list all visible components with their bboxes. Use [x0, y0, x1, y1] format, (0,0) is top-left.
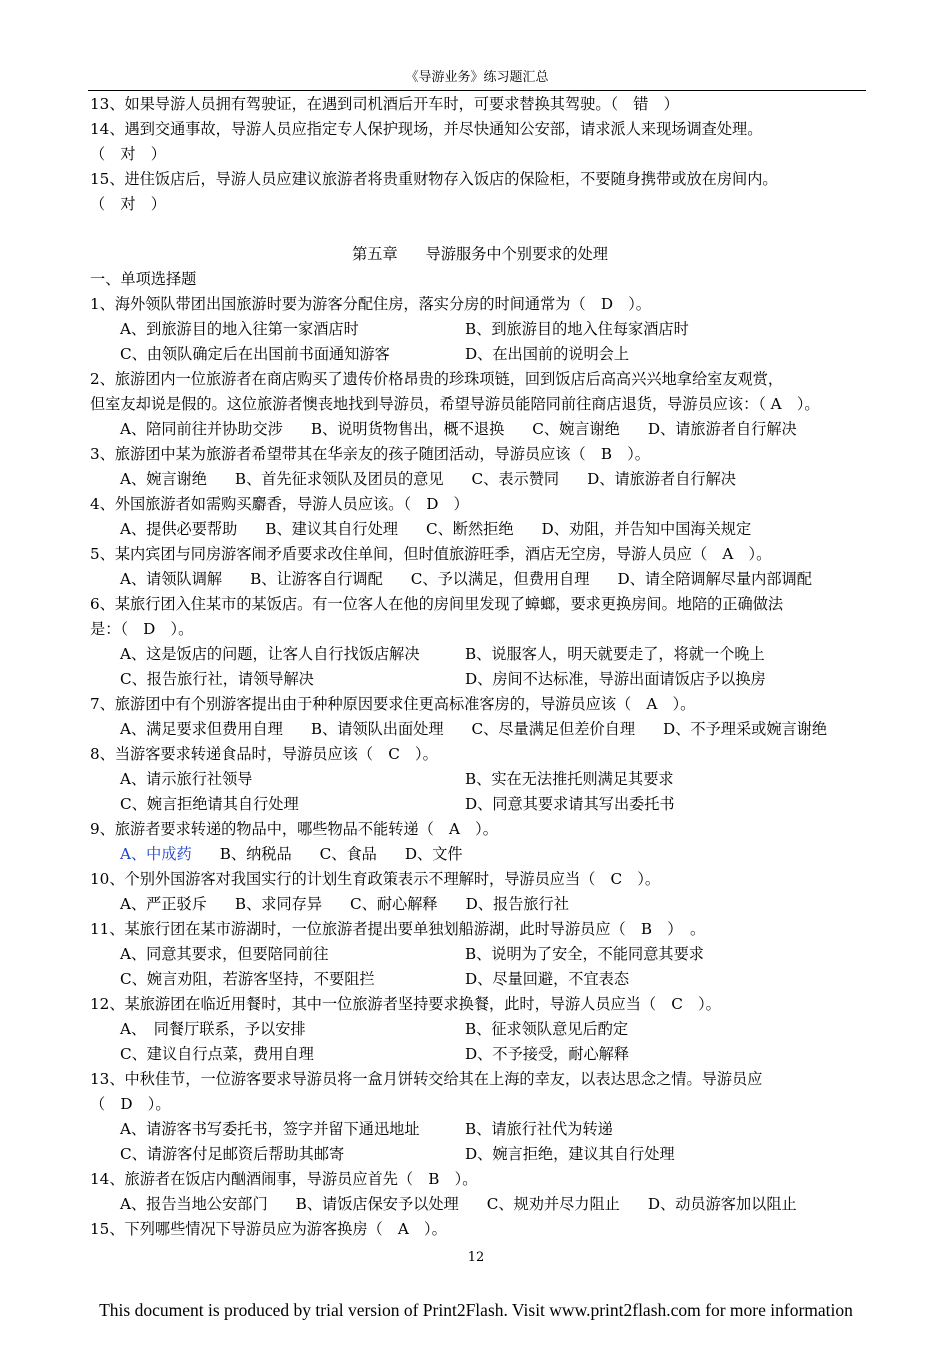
question-stem: 13、中秋佳节，一位游客要求导游员将一盒月饼转交给其在上海的幸友，以表达思念之情。导游员应 — [90, 1070, 763, 1088]
option-d: D、房间不达标准，导游出面请饭店予以换房 — [465, 670, 766, 688]
option-b: B、让游客自行调配 — [250, 570, 383, 588]
option-d: D、文件 — [404, 845, 463, 863]
question-stem: 10、个别外国游客对我国实行的计划生育政策表示不理解时，导游员应当（ C ）。 — [90, 870, 661, 888]
question-stem: 5、某内宾团与同房游客闹矛盾要求改住单间，但时值旅游旺季，酒店无空房，导游人员应（ A ）。 — [90, 545, 772, 563]
option-c: C、规劝并尽力阻止 — [486, 1195, 620, 1213]
option-a: A、陪同前往并协助交涉 — [120, 420, 283, 438]
option-b: B、建议其自行处理 — [265, 520, 398, 538]
question-stem: 2、旅游团内一位旅游者在商店购买了遗传价格昂贵的珍珠项链，回到饭店后高高兴兴地拿给室友观赏， — [90, 370, 784, 388]
option-c: C、婉言劝阻，若游客坚持，不要阻拦 — [120, 970, 375, 988]
option-row — [90, 967, 870, 992]
trial-notice: This document is produced by trial version of Print2Flash. Visit www.print2flash.com for more information — [99, 1300, 853, 1320]
option-a: A、 同餐厅联系，予以安排 — [120, 1020, 306, 1038]
option-d: D、不予接受，耐心解释 — [465, 1045, 630, 1063]
option-d: D、动员游客加以阻止 — [647, 1195, 797, 1213]
section-heading: 一、单项选择题 — [90, 270, 197, 288]
tf-item-14-answer: （ 对 ） — [90, 145, 166, 163]
option-c: C、尽量满足但差价自理 — [471, 720, 636, 738]
chapter-title: 导游服务中个别要求的处理 — [425, 245, 608, 263]
option-d: D、请全陪调解尽量内部调配 — [617, 570, 812, 588]
option-row — [90, 467, 870, 492]
option-d: D、同意其要求请其写出委托书 — [465, 795, 675, 813]
option-a: A、报告当地公安部门 — [120, 1195, 268, 1213]
option-row — [90, 667, 870, 692]
option-d: D、劝阻，并告知中国海关规定 — [541, 520, 752, 538]
option-c: C、报告旅行社，请领导解决 — [120, 670, 314, 688]
option-row — [90, 767, 870, 792]
chapter-heading — [90, 242, 870, 267]
option-a: A、满足要求但费用自理 — [120, 720, 283, 738]
option-row — [90, 567, 870, 592]
question-stem: 4、外国旅游者如需购买麝香，导游人员应该。（ D ） — [90, 495, 469, 513]
option-c: C、建议自行点菜，费用自理 — [120, 1045, 314, 1063]
option-b: B、说明为了安全，不能同意其要求 — [465, 945, 704, 963]
tf-item-14: 14、遇到交通事故，导游人员应指定专人保护现场，并尽快通知公安部，请求派人来现场调查处理。 — [90, 120, 763, 138]
option-row — [90, 1017, 870, 1042]
option-b: B、实在无法推托则满足其要求 — [465, 770, 674, 788]
option-c: C、婉言谢绝 — [532, 420, 620, 438]
option-d: D、请旅游者自行解决 — [647, 420, 797, 438]
option-c: C、婉言拒绝请其自行处理 — [120, 795, 299, 813]
option-b: B、请饭店保安予以处理 — [295, 1195, 459, 1213]
question-stem-cont: 是：（ D ）。 — [90, 620, 194, 638]
option-b: B、请领队出面处理 — [310, 720, 444, 738]
option-a: A、请示旅行社领导 — [120, 770, 253, 788]
option-d: D、请旅游者自行解决 — [587, 470, 736, 488]
option-b: B、到旅游目的地入住每家酒店时 — [465, 320, 689, 338]
option-d: D、报告旅行社 — [465, 895, 569, 913]
option-a: A、严正驳斥 — [120, 895, 207, 913]
option-c: C、食品 — [319, 845, 377, 863]
question-stem: 9、旅游者要求转递的物品中，哪些物品不能转递（ A ）。 — [90, 820, 498, 838]
option-a: A、婉言谢绝 — [120, 470, 207, 488]
question-stem: 3、旅游团中某为旅游者希望带其在华亲友的孩子随团活动，导游员应该（ B ）。 — [90, 445, 650, 463]
page-number: 12 — [467, 1250, 485, 1265]
option-row — [90, 942, 870, 967]
option-c: C、予以满足，但费用自理 — [410, 570, 590, 588]
page-header — [88, 70, 866, 91]
question-stem: 14、旅游者在饭店内酗酒闹事，导游员应首先（ B ）。 — [90, 1170, 478, 1188]
option-row — [90, 342, 870, 367]
option-a: A、到旅游目的地入往第一家酒店时 — [120, 320, 359, 338]
option-a: A、提供必要帮助 — [120, 520, 238, 538]
option-c: C、断然拒绝 — [425, 520, 514, 538]
option-row — [90, 1192, 870, 1217]
question-stem-cont: 但室友却说是假的。这位旅游者懊丧地找到导游员，希望导游员能陪同前往商店退货，导游员应该：（ A ）。 — [90, 395, 820, 413]
option-d: D、尽量回避，不宜表态 — [465, 970, 630, 988]
option-row — [90, 417, 870, 442]
option-d: D、在出国前的说明会上 — [465, 345, 630, 363]
question-list — [90, 292, 870, 1242]
question-stem: 1、海外领队带团出国旅游时要为游客分配住房，落实分房的时间通常为（ D ）。 — [90, 295, 651, 313]
option-c: C、表示赞同 — [471, 470, 560, 488]
option-d: D、不予理采或婉言谢绝 — [663, 720, 828, 738]
option-b: B、请旅行社代为转递 — [465, 1120, 613, 1138]
option-a: A、请游客书写委托书，签字并留下通迅地址 — [120, 1120, 420, 1138]
option-row — [90, 717, 870, 742]
option-a: A、请领队调解 — [120, 570, 223, 588]
question-stem: 11、某旅行团在某市游湖时，一位旅游者提出要单独划船游湖，此时导游员应（ B ） 。 — [90, 920, 706, 938]
document-body — [90, 92, 870, 1242]
option-row — [90, 642, 870, 667]
option-a: A、同意其要求，但要陪同前往 — [120, 945, 329, 963]
tf-item-15-answer: （ 对 ） — [90, 195, 166, 213]
option-b: B、说服客人，明天就要走了，将就一个晚上 — [465, 645, 765, 663]
option-b: B、首先征求领队及团员的意见 — [234, 470, 444, 488]
question-stem: 12、某旅游团在临近用餐时，其中一位旅游者坚持要求换餐，此时，导游人员应当（ C ）。 — [90, 995, 721, 1013]
option-c: C、耐心解释 — [350, 895, 438, 913]
question-stem: 6、某旅行团入住某市的某饭店。有一位客人在他的房间里发现了蟑螂，要求更换房间。地陪的正确做法 — [90, 595, 784, 613]
option-row — [90, 792, 870, 817]
option-a: A、中成药 — [120, 845, 192, 863]
option-c: C、请游客付足邮资后帮助其邮寄 — [120, 1145, 345, 1163]
question-stem-cont: （ D ）。 — [90, 1095, 171, 1113]
option-d: D、婉言拒绝，建议其自行处理 — [465, 1145, 675, 1163]
tf-item-15: 15、进住饭店后，导游人员应建议旅游者将贵重财物存入饭店的保险柜，不要随身携带或放在房间内。 — [90, 170, 778, 188]
option-b: B、纳税品 — [219, 845, 292, 863]
option-b: B、征求领队意见后酌定 — [465, 1020, 629, 1038]
option-row — [90, 842, 870, 867]
option-b: B、说明货物售出，概不退换 — [310, 420, 505, 438]
option-row — [90, 1042, 870, 1067]
option-row — [90, 1142, 870, 1167]
option-row — [90, 517, 870, 542]
header-title: 《导游业务》练习题汇总 — [405, 70, 549, 85]
question-stem: 7、旅游团中有个别游客提出由于种种原因要求住更高标准客房的，导游员应该（ A ）。 — [90, 695, 696, 713]
option-row — [90, 317, 870, 342]
question-stem: 8、当游客要求转递食品时，导游员应该（ C ）。 — [90, 745, 438, 763]
chapter-number: 第五章 — [352, 245, 398, 263]
option-a: A、这是饭店的问题，让客人自行找饭店解决 — [120, 645, 420, 663]
option-row — [90, 892, 870, 917]
option-b: B、求同存异 — [234, 895, 323, 913]
option-row — [90, 1117, 870, 1142]
question-stem: 15、下列哪些情况下导游员应为游客换房（ A ）。 — [90, 1220, 447, 1238]
option-c: C、由领队确定后在出国前书面通知游客 — [120, 345, 390, 363]
tf-item-13: 13、如果导游人员拥有驾驶证，在遇到司机酒后开车时，可要求替换其驾驶。（ 错 ） — [90, 95, 679, 113]
